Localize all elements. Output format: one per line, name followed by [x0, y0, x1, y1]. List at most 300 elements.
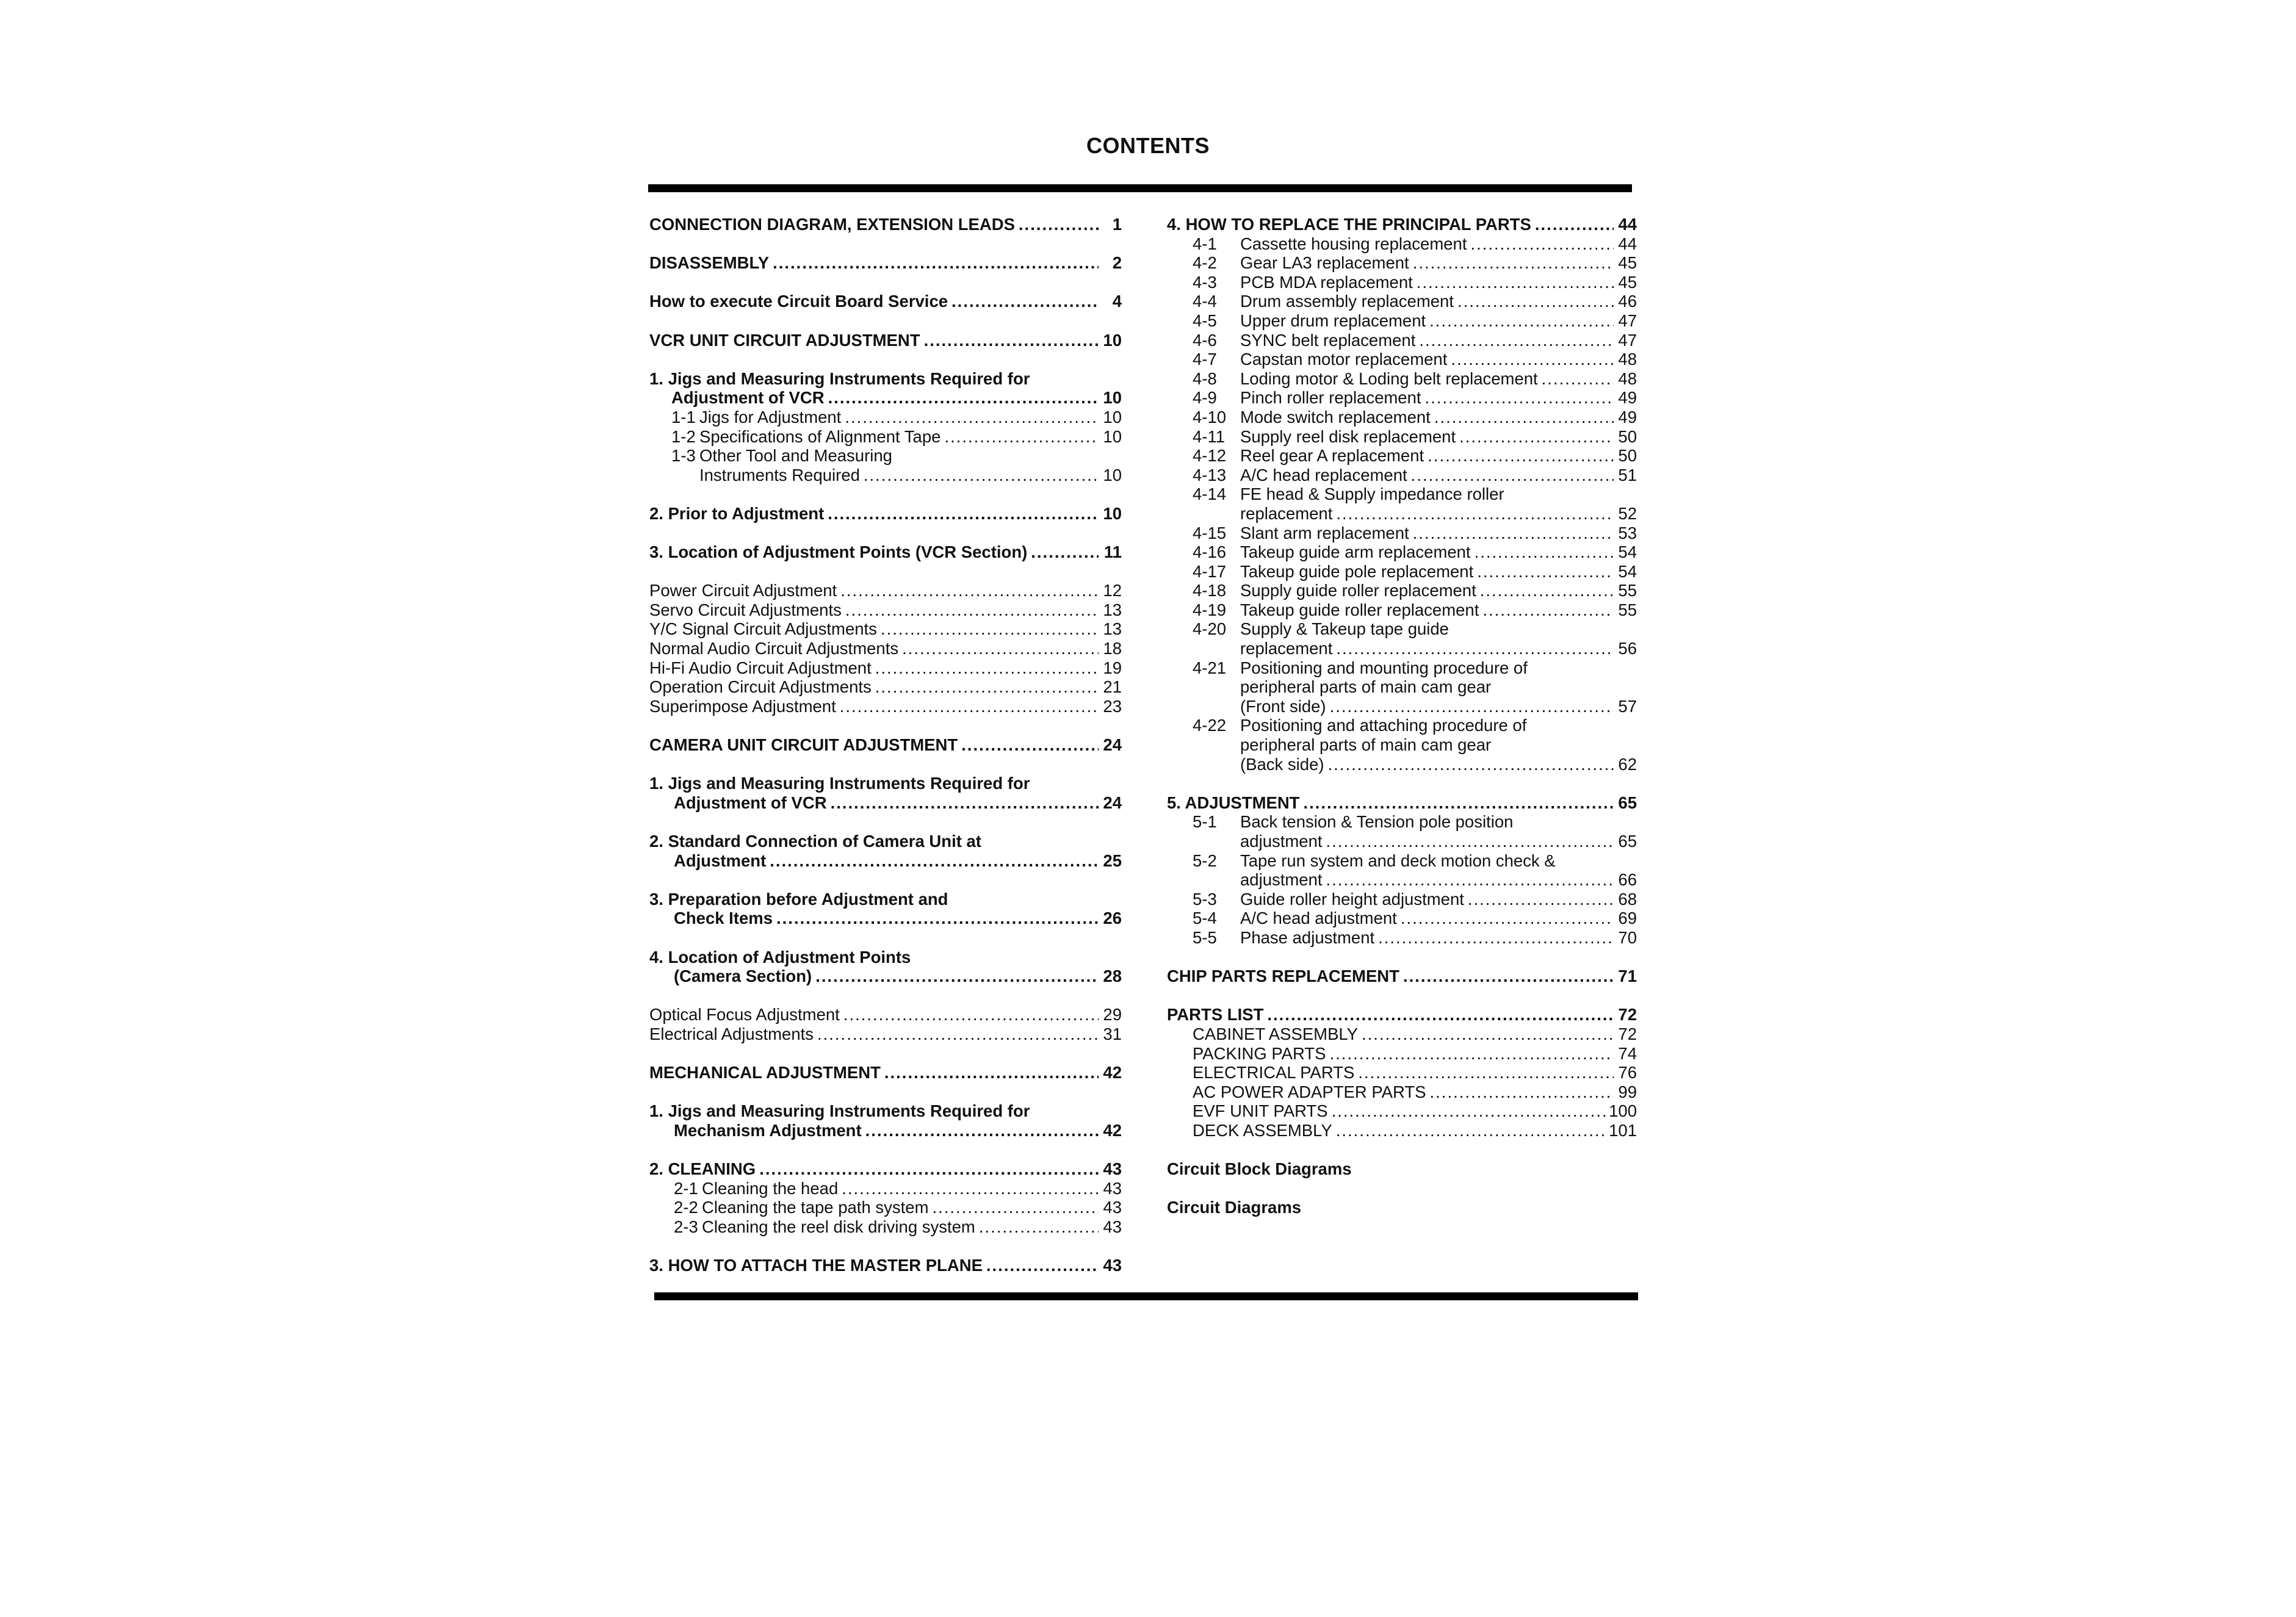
- entry-title: Normal Audio Circuit Adjustments: [649, 639, 899, 658]
- toc-entry[interactable]: [1167, 215, 1637, 234]
- leader-dots: [1378, 928, 1614, 948]
- toc-entry[interactable]: [1167, 234, 1637, 254]
- page-number: 62: [1618, 754, 1637, 774]
- entry-title: SYNC belt replacement: [1240, 330, 1416, 350]
- leader-dots: [865, 1121, 1099, 1140]
- toc-entry-line: [1167, 619, 1637, 639]
- entry-title: Cleaning the head: [702, 1178, 839, 1198]
- leader-dots: [1480, 581, 1614, 600]
- entry-title: Positioning and attaching procedure of: [1240, 716, 1527, 735]
- entry-title: AC POWER ADAPTER PARTS: [1193, 1082, 1426, 1101]
- entry-number: 4-14: [1193, 484, 1227, 504]
- entry-number: 5-4: [1193, 909, 1217, 928]
- toc-entry[interactable]: [649, 1198, 1122, 1217]
- toc-entry[interactable]: [1167, 581, 1637, 600]
- entry-title: Supply & Takeup tape guide: [1240, 619, 1449, 639]
- leader-dots: [1425, 388, 1614, 408]
- leader-dots: [932, 1198, 1099, 1217]
- toc-entry[interactable]: [1167, 273, 1637, 292]
- page-number: 55: [1618, 581, 1637, 600]
- toc-entry[interactable]: [649, 215, 1122, 234]
- leader-dots: [1362, 1025, 1614, 1044]
- toc-entry[interactable]: [649, 408, 1122, 427]
- toc-entry[interactable]: [649, 1159, 1122, 1179]
- leader-dots: [840, 697, 1099, 716]
- page-number: 21: [1103, 677, 1122, 697]
- page-number: 25: [1103, 851, 1122, 870]
- toc-entry[interactable]: [1167, 967, 1637, 986]
- entry-title: Adjustment: [674, 851, 767, 870]
- toc-entry[interactable]: [1167, 408, 1637, 427]
- entry-title: Jigs for Adjustment: [699, 407, 842, 427]
- entry-title: Gear LA3 replacement: [1240, 253, 1409, 273]
- page-number: 48: [1618, 350, 1637, 369]
- toc-entry[interactable]: [649, 735, 1122, 755]
- page-number: 28: [1103, 967, 1122, 986]
- leader-dots: [979, 1217, 1099, 1237]
- page-title: CONTENTS: [1086, 133, 1210, 158]
- leader-dots: [759, 1159, 1099, 1179]
- entry-title: PCB MDA replacement: [1240, 272, 1413, 292]
- entry-title: (Back side): [1240, 754, 1324, 774]
- entry-title: Takeup guide roller replacement: [1240, 600, 1479, 619]
- toc-entry-line: 1. Jigs and Measuring Instruments Required for: [649, 774, 1030, 793]
- toc-entry[interactable]: [1167, 446, 1637, 466]
- entry-number: 4-20: [1193, 619, 1227, 639]
- leader-dots: [951, 292, 1099, 311]
- toc-entry[interactable]: [1167, 1121, 1637, 1140]
- toc-entry[interactable]: [649, 600, 1122, 620]
- entry-title: VCR UNIT CIRCUIT ADJUSTMENT: [649, 330, 920, 350]
- toc-entry[interactable]: [649, 851, 1122, 871]
- leader-dots: [1535, 215, 1614, 234]
- page-number: 13: [1103, 600, 1122, 619]
- toc-entry[interactable]: [1167, 504, 1637, 524]
- entry-number: 5-3: [1193, 889, 1217, 909]
- toc-entry[interactable]: [649, 909, 1122, 928]
- leader-dots: [1451, 350, 1614, 369]
- leader-dots: [828, 504, 1099, 524]
- toc-entry[interactable]: [649, 658, 1122, 678]
- toc-entry-line: 1. Jigs and Measuring Instruments Required for: [649, 369, 1030, 388]
- page-number: 99: [1618, 1082, 1637, 1101]
- page-number: 10: [1103, 407, 1122, 427]
- entry-title: Supply reel disk replacement: [1240, 427, 1456, 446]
- entry-title: Takeup guide pole replacement: [1240, 561, 1474, 581]
- toc-entry-line: peripheral parts of main cam gear: [1240, 677, 1492, 697]
- toc-entry[interactable]: [1167, 870, 1637, 890]
- entry-title: Cassette housing replacement: [1240, 234, 1467, 253]
- entry-number: 4-15: [1193, 523, 1227, 542]
- entry-title: Reel gear A replacement: [1240, 446, 1424, 466]
- entry-title: MECHANICAL ADJUSTMENT: [649, 1063, 881, 1082]
- entry-title: Adjustment of VCR: [671, 388, 825, 408]
- page-number: 100: [1609, 1101, 1637, 1121]
- toc-entry[interactable]: [1167, 311, 1637, 331]
- entry-title: A/C head replacement: [1240, 465, 1407, 484]
- leader-dots: [1336, 504, 1614, 524]
- toc-entry[interactable]: [1167, 600, 1637, 620]
- entry-number: 4-2: [1193, 253, 1217, 273]
- leader-dots: [944, 427, 1099, 447]
- leader-dots: [1031, 542, 1099, 562]
- entry-title: Phase adjustment: [1240, 927, 1375, 947]
- entry-title: Optical Focus Adjustment: [649, 1005, 840, 1025]
- toc-entry[interactable]: [649, 466, 1122, 485]
- entry-number: 1-3: [671, 446, 696, 466]
- toc-entry[interactable]: [649, 697, 1122, 716]
- entry-title: adjustment: [1240, 832, 1323, 851]
- page-number: 71: [1618, 967, 1637, 986]
- leader-dots: [1330, 1044, 1614, 1064]
- toc-entry[interactable]: [1167, 331, 1637, 350]
- toc-entry[interactable]: [649, 793, 1122, 813]
- page-number: 69: [1618, 909, 1637, 928]
- leader-dots: [1326, 832, 1614, 851]
- toc-entry-line: 1. Jigs and Measuring Instruments Required for: [649, 1101, 1030, 1121]
- entry-title: Y/C Signal Circuit Adjustments: [649, 619, 877, 639]
- entry-title: 3. Location of Adjustment Points (VCR Section): [649, 542, 1028, 562]
- entry-number: 4-22: [1193, 716, 1227, 735]
- toc-entry-line: [1167, 851, 1637, 871]
- entry-title: Electrical Adjustments: [649, 1024, 814, 1043]
- toc-entry-line: [1167, 812, 1637, 832]
- toc-entry[interactable]: [1167, 466, 1637, 485]
- leader-dots: [1457, 292, 1614, 311]
- leader-dots: [1401, 909, 1614, 928]
- page-number: 10: [1103, 503, 1122, 523]
- toc-entry[interactable]: [649, 1005, 1122, 1025]
- page-number: 10: [1103, 388, 1122, 408]
- entry-title: Guide roller height adjustment: [1240, 889, 1464, 909]
- page-number: 68: [1618, 889, 1637, 909]
- leader-dots: [881, 619, 1099, 639]
- entry-title: Cleaning the reel disk driving system: [702, 1217, 975, 1236]
- leader-dots: [1429, 311, 1614, 331]
- entry-number: 2-2: [674, 1198, 698, 1217]
- page-number: 47: [1618, 330, 1637, 350]
- page-number: 48: [1618, 369, 1637, 388]
- entry-number: 4-3: [1193, 272, 1217, 292]
- page-number: 1: [1112, 215, 1122, 234]
- toc-entry-line: 2. Standard Connection of Camera Unit at: [649, 832, 981, 851]
- toc-entry[interactable]: [1167, 562, 1637, 582]
- page-number: 45: [1618, 253, 1637, 273]
- leader-dots: [986, 1256, 1099, 1275]
- entry-title: CAMERA UNIT CIRCUIT ADJUSTMENT: [649, 735, 958, 755]
- toc-entry[interactable]: [1167, 928, 1637, 948]
- page-number: 49: [1618, 407, 1637, 427]
- leader-dots: [1475, 542, 1614, 562]
- page-number: 24: [1103, 735, 1122, 755]
- entry-title: Loding motor & Loding belt replacement: [1240, 369, 1538, 388]
- page-number: 54: [1618, 561, 1637, 581]
- toc-entry[interactable]: [1167, 542, 1637, 562]
- toc-entry-line[interactable]: Circuit Diagrams: [1167, 1198, 1302, 1217]
- leader-dots: [884, 1063, 1099, 1082]
- leader-dots: [961, 735, 1099, 755]
- entry-number: 4-5: [1193, 311, 1217, 330]
- entry-number: 4-1: [1193, 234, 1217, 253]
- toc-entry[interactable]: [1167, 292, 1637, 311]
- toc-entry-line[interactable]: Circuit Block Diagrams: [1167, 1159, 1352, 1179]
- page-number: 72: [1618, 1024, 1637, 1043]
- entry-title: PACKING PARTS: [1193, 1043, 1326, 1063]
- entry-number: 4-21: [1193, 658, 1227, 677]
- entry-title: Tape run system and deck motion check &: [1240, 851, 1556, 870]
- top-rule: [648, 184, 1632, 192]
- toc-entry[interactable]: [1167, 253, 1637, 273]
- toc-entry[interactable]: [649, 1063, 1122, 1082]
- toc-entry[interactable]: [649, 581, 1122, 600]
- entry-title: FE head & Supply impedance roller: [1240, 484, 1504, 504]
- leader-dots: [1411, 466, 1614, 485]
- leader-dots: [840, 581, 1099, 600]
- page-number: 10: [1103, 427, 1122, 446]
- entry-title: How to execute Circuit Board Service: [649, 292, 948, 311]
- toc-entry-line: 4. Location of Adjustment Points: [649, 947, 911, 967]
- leader-dots: [1419, 331, 1614, 350]
- entry-title: (Camera Section): [674, 967, 812, 986]
- leader-dots: [1413, 253, 1614, 273]
- toc-entry[interactable]: [649, 677, 1122, 697]
- leader-dots: [1358, 1063, 1614, 1082]
- entry-number: 4-10: [1193, 407, 1227, 427]
- page-number: 23: [1103, 696, 1122, 716]
- entry-title: CABINET ASSEMBLY: [1193, 1024, 1359, 1043]
- entry-title: Adjustment of VCR: [674, 793, 827, 812]
- leader-dots: [776, 909, 1099, 928]
- page-number: 101: [1609, 1120, 1637, 1140]
- page-number: 65: [1618, 793, 1637, 812]
- entry-title: CONNECTION DIAGRAM, EXTENSION LEADS: [649, 215, 1015, 234]
- entry-title: Instruments Required: [699, 465, 860, 484]
- entry-title: replacement: [1240, 639, 1333, 658]
- page-number: 24: [1103, 793, 1122, 812]
- entry-title: Drum assembly replacement: [1240, 292, 1454, 311]
- leader-dots: [875, 658, 1099, 678]
- page-number: 43: [1103, 1178, 1122, 1198]
- entry-title: Mode switch replacement: [1240, 407, 1431, 427]
- leader-dots: [1328, 755, 1614, 774]
- page-number: 55: [1618, 600, 1637, 619]
- entry-title: 3. HOW TO ATTACH THE MASTER PLANE: [649, 1256, 983, 1275]
- toc-entry[interactable]: [1167, 1005, 1637, 1025]
- entry-title: ELECTRICAL PARTS: [1193, 1063, 1355, 1082]
- entry-title: Upper drum replacement: [1240, 311, 1426, 330]
- entry-title: DECK ASSEMBLY: [1193, 1120, 1332, 1140]
- entry-title: 5. ADJUSTMENT: [1167, 793, 1300, 812]
- page-number: 57: [1618, 696, 1637, 716]
- leader-dots: [875, 677, 1099, 697]
- page-number: 12: [1103, 581, 1122, 600]
- leader-dots: [1430, 1082, 1614, 1102]
- leader-dots: [1413, 524, 1614, 543]
- entry-title: Check Items: [674, 909, 773, 928]
- entry-title: (Front side): [1240, 696, 1326, 716]
- page-number: 47: [1618, 311, 1637, 330]
- toc-entry-line: 3. Preparation before Adjustment and: [649, 889, 948, 909]
- entry-title: Power Circuit Adjustment: [649, 581, 837, 600]
- leader-dots: [1019, 215, 1099, 234]
- leader-dots: [828, 388, 1099, 408]
- toc-entry[interactable]: [1167, 388, 1637, 408]
- page-number: 50: [1618, 427, 1637, 446]
- page-number: 2: [1112, 253, 1122, 273]
- toc-entry[interactable]: [1167, 832, 1637, 851]
- leader-dots: [831, 793, 1099, 813]
- entry-number: 1-1: [671, 407, 696, 427]
- page-number: 10: [1103, 465, 1122, 484]
- page-number: 51: [1618, 465, 1637, 484]
- entry-title: replacement: [1240, 503, 1333, 523]
- toc-entry[interactable]: [1167, 755, 1637, 774]
- entry-title: Superimpose Adjustment: [649, 696, 836, 716]
- entry-number: 4-19: [1193, 600, 1227, 619]
- leader-dots: [817, 1025, 1099, 1044]
- leader-dots: [902, 639, 1099, 658]
- page-number: 70: [1618, 927, 1637, 947]
- entry-number: 4-12: [1193, 446, 1227, 466]
- toc-entry-line: [1167, 658, 1637, 678]
- page-number: 56: [1618, 639, 1637, 658]
- page-number: 13: [1103, 619, 1122, 639]
- leader-dots: [1303, 793, 1614, 813]
- page-number: 29: [1103, 1005, 1122, 1025]
- toc-entry[interactable]: [649, 427, 1122, 447]
- toc-entry[interactable]: [649, 639, 1122, 658]
- leader-dots: [1417, 273, 1614, 292]
- entry-title: Capstan motor replacement: [1240, 350, 1448, 369]
- toc-entry[interactable]: [649, 1121, 1122, 1140]
- entry-number: 2-1: [674, 1178, 698, 1198]
- leader-dots: [770, 851, 1099, 871]
- entry-title: Back tension & Tension pole position: [1240, 812, 1514, 832]
- toc-entry[interactable]: [1167, 1063, 1637, 1082]
- entry-number: 4-18: [1193, 581, 1227, 600]
- leader-dots: [1336, 639, 1614, 658]
- page-number: 43: [1103, 1256, 1122, 1275]
- toc-entry[interactable]: [649, 388, 1122, 408]
- entry-title: 2. CLEANING: [649, 1159, 756, 1179]
- leader-dots: [1403, 967, 1614, 986]
- leader-dots: [924, 331, 1099, 350]
- page-number: 18: [1103, 639, 1122, 658]
- leader-dots: [1482, 600, 1614, 620]
- entry-number: 2-3: [674, 1217, 698, 1236]
- toc-entry[interactable]: [1167, 1082, 1637, 1102]
- page-number: 52: [1618, 503, 1637, 523]
- entry-title: 4. HOW TO REPLACE THE PRINCIPAL PARTS: [1167, 215, 1531, 234]
- toc-entry[interactable]: [649, 1025, 1122, 1044]
- page-number: 72: [1618, 1005, 1637, 1025]
- entry-title: CHIP PARTS REPLACEMENT: [1167, 967, 1399, 986]
- entry-number: 5-1: [1193, 812, 1217, 832]
- entry-title: Servo Circuit Adjustments: [649, 600, 842, 619]
- toc-entry[interactable]: [1167, 639, 1637, 658]
- toc-entry[interactable]: [649, 253, 1122, 273]
- toc-entry[interactable]: [1167, 524, 1637, 543]
- page-number: 42: [1103, 1120, 1122, 1140]
- entry-title: Operation Circuit Adjustments: [649, 677, 872, 697]
- entry-title: Hi-Fi Audio Circuit Adjustment: [649, 658, 872, 677]
- toc-entry[interactable]: [1167, 369, 1637, 389]
- entry-title: A/C head adjustment: [1240, 909, 1397, 928]
- leader-dots: [1542, 369, 1614, 389]
- toc-entry[interactable]: [1167, 1044, 1637, 1064]
- entry-number: 4-8: [1193, 369, 1217, 388]
- entry-title: EVF UNIT PARTS: [1193, 1101, 1328, 1121]
- leader-dots: [845, 600, 1099, 620]
- toc-entry-line: peripheral parts of main cam gear: [1240, 735, 1492, 755]
- page-number: 44: [1618, 215, 1637, 234]
- page-number: 46: [1618, 292, 1637, 311]
- entry-number: 4-7: [1193, 350, 1217, 369]
- page-number: 49: [1618, 388, 1637, 408]
- toc-entry[interactable]: [649, 1179, 1122, 1198]
- entry-title: 2. Prior to Adjustment: [649, 503, 825, 523]
- toc-entry[interactable]: [1167, 1101, 1637, 1121]
- leader-dots: [843, 1005, 1099, 1025]
- page-number: 4: [1112, 292, 1122, 311]
- toc-entry[interactable]: [1167, 1025, 1637, 1044]
- entry-number: 5-2: [1193, 851, 1217, 870]
- entry-title: Slant arm replacement: [1240, 523, 1409, 542]
- leader-dots: [1477, 562, 1614, 582]
- page-number: 43: [1103, 1198, 1122, 1217]
- leader-dots: [1428, 446, 1614, 466]
- entry-title: PARTS LIST: [1167, 1005, 1264, 1025]
- page-number: 26: [1103, 909, 1122, 928]
- toc-entry[interactable]: [1167, 697, 1637, 716]
- entry-title: Pinch roller replacement: [1240, 388, 1421, 408]
- page-number: 43: [1103, 1217, 1122, 1236]
- entry-number: 4-4: [1193, 292, 1217, 311]
- page-number: 76: [1618, 1063, 1637, 1082]
- toc-entry[interactable]: [1167, 427, 1637, 447]
- toc-entry[interactable]: [649, 1256, 1122, 1275]
- toc-entry[interactable]: [649, 967, 1122, 986]
- toc-entry[interactable]: [649, 331, 1122, 350]
- toc-entry[interactable]: [649, 504, 1122, 524]
- entry-number: 4-16: [1193, 542, 1227, 562]
- page-number: 65: [1618, 832, 1637, 851]
- toc-entry[interactable]: [649, 292, 1122, 311]
- toc-right-column: [1167, 215, 1637, 1217]
- entry-title: Supply guide roller replacement: [1240, 581, 1476, 600]
- entry-title: adjustment: [1240, 870, 1323, 890]
- entry-number: 4-11: [1193, 427, 1225, 446]
- leader-dots: [864, 466, 1099, 485]
- toc-entry[interactable]: [649, 542, 1122, 562]
- leader-dots: [1459, 427, 1614, 447]
- page-number: 45: [1618, 272, 1637, 292]
- entry-number: 4-13: [1193, 465, 1227, 484]
- page-number: 43: [1103, 1159, 1122, 1179]
- toc-entry[interactable]: [1167, 793, 1637, 813]
- page-number: 54: [1618, 542, 1637, 562]
- entry-number: 1-2: [671, 427, 696, 446]
- toc-entry[interactable]: [1167, 890, 1637, 909]
- toc-entry[interactable]: [649, 619, 1122, 639]
- entry-number: 4-17: [1193, 561, 1227, 581]
- page-number: 44: [1618, 234, 1637, 253]
- leader-dots: [1267, 1005, 1614, 1025]
- toc-entry[interactable]: [1167, 909, 1637, 928]
- toc-entry[interactable]: [1167, 350, 1637, 369]
- toc-entry[interactable]: [649, 1217, 1122, 1237]
- page-number: 11: [1103, 542, 1122, 562]
